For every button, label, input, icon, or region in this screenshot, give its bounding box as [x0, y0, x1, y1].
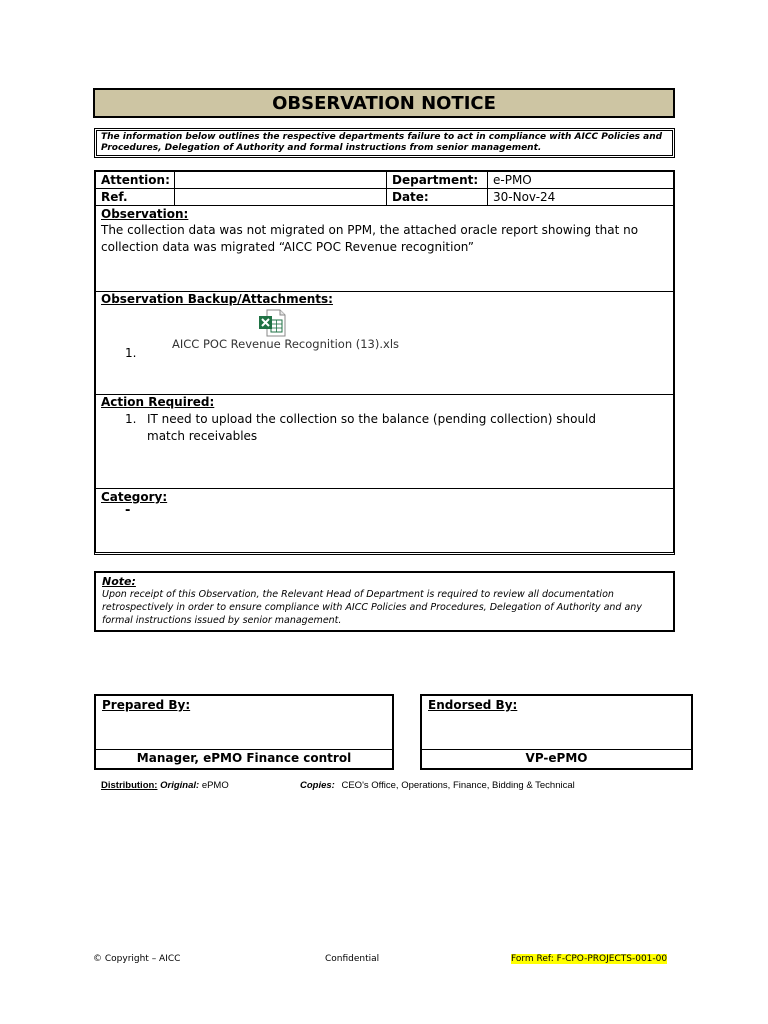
prepared-by-role: Manager, ePMO Finance control	[96, 749, 392, 768]
endorsed-by-role: VP-ePMO	[422, 749, 691, 768]
action-item-number: 1.	[125, 412, 137, 426]
section-divider	[96, 488, 673, 489]
copies-label: Copies:	[300, 780, 335, 791]
observation-text: The collection data was not migrated on PPM, the attached oracle report showing that no collection data was migrated “AICC POC Revenue recognition”	[101, 223, 639, 254]
observation-table	[94, 170, 675, 555]
backup-item-number: 1.	[125, 346, 137, 360]
form-ref-text: Form Ref: F-CPO-PROJECTS-001-00	[511, 954, 668, 964]
category-label: Category:	[101, 490, 168, 504]
copies-value: CEO's Office, Operations, Finance, Bidding & Technical	[341, 780, 575, 791]
original-value: ePMO	[201, 780, 229, 791]
attachment-name[interactable]: AICC POC Revenue Recognition (13).xls	[172, 337, 400, 351]
action-item-text: IT need to upload the collection so the balance (pending collection) should match receivables	[147, 412, 597, 443]
observation-section	[101, 207, 666, 256]
note-box	[94, 571, 675, 632]
original-label: Original:	[160, 780, 200, 791]
prepared-by-box	[94, 694, 394, 770]
distribution-label: Distribution:	[101, 780, 158, 791]
date-label: Date:	[392, 190, 429, 204]
backup-label: Observation Backup/Attachments:	[101, 292, 333, 306]
column-divider	[487, 172, 488, 205]
column-divider	[386, 172, 387, 205]
department-value: e-PMO	[493, 173, 532, 187]
row-divider	[96, 188, 673, 189]
action-label: Action Required:	[101, 395, 215, 409]
column-divider	[174, 172, 175, 205]
copyright-text: © Copyright – AICC	[93, 954, 181, 964]
note-label: Note:	[102, 575, 136, 588]
prepared-by-label: Prepared By:	[102, 698, 191, 712]
note-text: Upon receipt of this Observation, the Relevant Head of Department is required to review all documentation retrospectively in order to ensure compliance with AICC Policies and Procedures, Delegation of Authority and any formal instructions issued by senior management.	[102, 589, 642, 626]
page-title: OBSERVATION NOTICE	[93, 88, 675, 118]
copies-line	[300, 780, 700, 791]
endorsed-by-label: Endorsed By:	[428, 698, 518, 712]
category-bullet: -	[125, 503, 131, 518]
ref-label: Ref.	[101, 190, 128, 204]
department-label: Department:	[392, 173, 479, 187]
intro-text: The information below outlines the respective departments failure to act in compliance with AICC Policies and Procedures, Delegation of Authority and formal instructions from senior management.	[94, 128, 675, 158]
excel-icon	[258, 308, 286, 338]
observation-label: Observation:	[101, 207, 189, 221]
endorsed-by-box	[420, 694, 693, 770]
confidential-text: Confidential	[325, 954, 380, 964]
row-divider	[96, 205, 673, 206]
date-value: 30-Nov-24	[493, 190, 556, 204]
attention-label: Attention:	[101, 173, 170, 187]
